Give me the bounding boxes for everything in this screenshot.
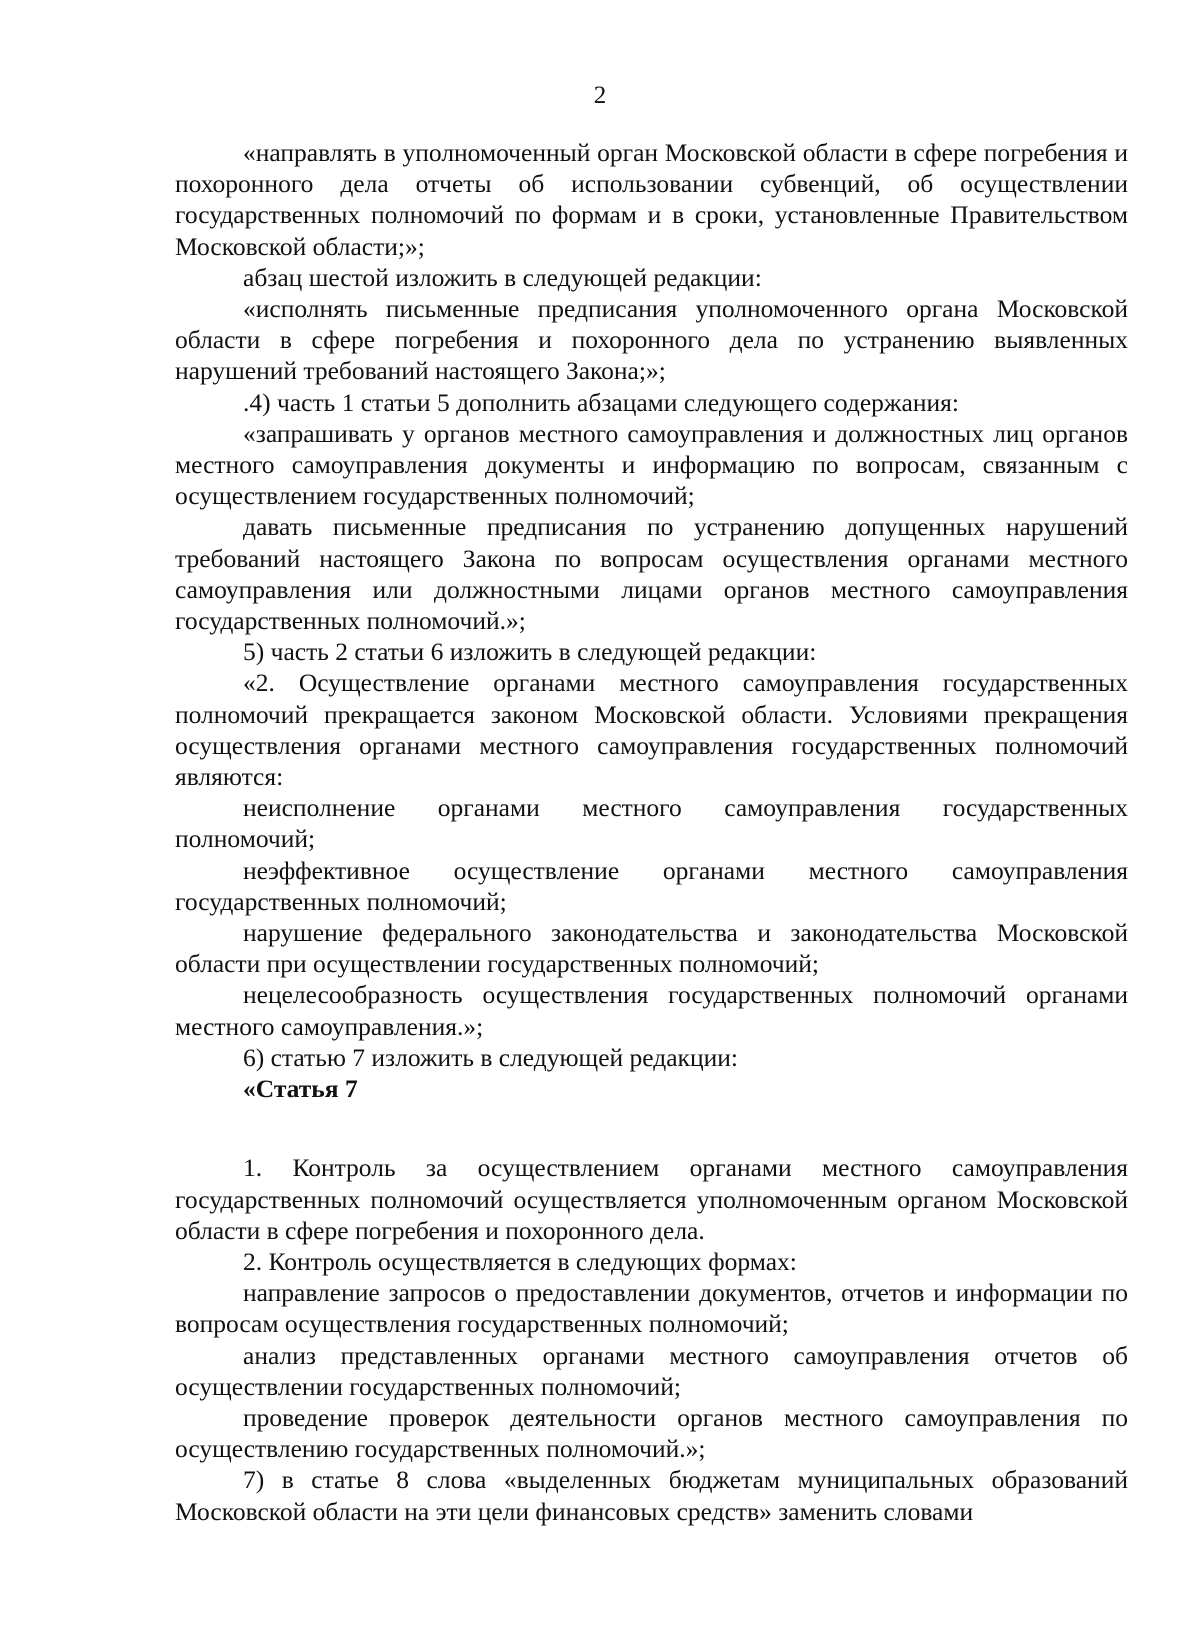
paragraph-form-requests: направление запросов о предоставлении документов, отчетов и информации по вопросам осуществления государственных полномочий; bbox=[175, 1278, 1128, 1339]
paragraph-execute-orders: «исполнять письменные предписания уполномоченного органа Московской области в сфере погребения и похоронного дела по устранению выявленных нарушений требований настоящего Закона;»; bbox=[175, 294, 1128, 386]
paragraph-reporting-duty: «направлять в уполномоченный орган Московской области в сфере погребения и похоронного дела отчеты об использовании субвенций, об осуществлении государственных полномочий по формам и в сроки, установленные Правительством Московской области;»; bbox=[175, 138, 1128, 261]
paragraph-item-7: 7) в статье 8 слова «выделенных бюджетам муниципальных образований Московской области на эти цели финансовых средств» заменить словами bbox=[175, 1465, 1128, 1526]
article-7-heading: «Статья 7 bbox=[243, 1074, 358, 1104]
paragraph-control-forms: 2. Контроль осуществляется в следующих формах: bbox=[243, 1246, 797, 1276]
paragraph-request-documents: «запрашивать у органов местного самоуправления и должностных лиц органов местного самоуправления документы и информацию по вопросам, связанным с осуществлением государственных полномочий; bbox=[175, 418, 1128, 511]
paragraph-condition-violation: нарушение федерального законодательства и законодательства Московской области при осуществлении государственных полномочий; bbox=[175, 918, 1128, 979]
paragraph-control-authority: 1. Контроль за осуществлением органами местного самоуправления государственных полномочий осуществляется уполномоченным органом Московской области в сфере погребения и похоронного дела. bbox=[175, 1153, 1128, 1245]
paragraph-form-inspections: проведение проверок деятельности органов местного самоуправления по осуществлению государственных полномочий.»; bbox=[175, 1402, 1128, 1464]
document-body bbox=[175, 137, 1128, 1527]
paragraph-condition-inexpediency: нецелесообразность осуществления государственных полномочий органами местного самоуправления.»; bbox=[175, 980, 1128, 1041]
paragraph-sixth-amendment-intro: абзац шестой изложить в следующей редакции: bbox=[243, 262, 762, 292]
paragraph-item-6: 6) статью 7 изложить в следующей редакции: bbox=[243, 1042, 738, 1072]
paragraph-termination-conditions: «2. Осуществление органами местного самоуправления государственных полномочий прекращается законом Московской области. Условиями прекращения осуществления органами местного самоуправления государственных полномочий являются: bbox=[175, 668, 1128, 792]
paragraph-issue-orders: давать письменные предписания по устранению допущенных нарушений требований настоящего Закона по вопросам осуществления органами местного самоуправления или должностными лицами органов местного самоуправления государственных полномочий.»; bbox=[175, 512, 1128, 636]
heading-spacer bbox=[175, 1104, 1128, 1152]
paragraph-condition-nonperformance: неисполнение органами местного самоуправления государственных полномочий; bbox=[175, 793, 1128, 854]
page-number: 2 bbox=[593, 82, 607, 109]
paragraph-item-4: .4) часть 1 статьи 5 дополнить абзацами следующего содержания: bbox=[243, 387, 959, 417]
paragraph-item-5: 5) часть 2 статьи 6 изложить в следующей редакции: bbox=[243, 637, 817, 667]
paragraph-form-analysis: анализ представленных органами местного самоуправления отчетов об осуществлении государственных полномочий; bbox=[175, 1340, 1128, 1401]
paragraph-condition-inefficiency: неэффективное осуществление органами местного самоуправления государственных полномочий; bbox=[175, 855, 1128, 916]
